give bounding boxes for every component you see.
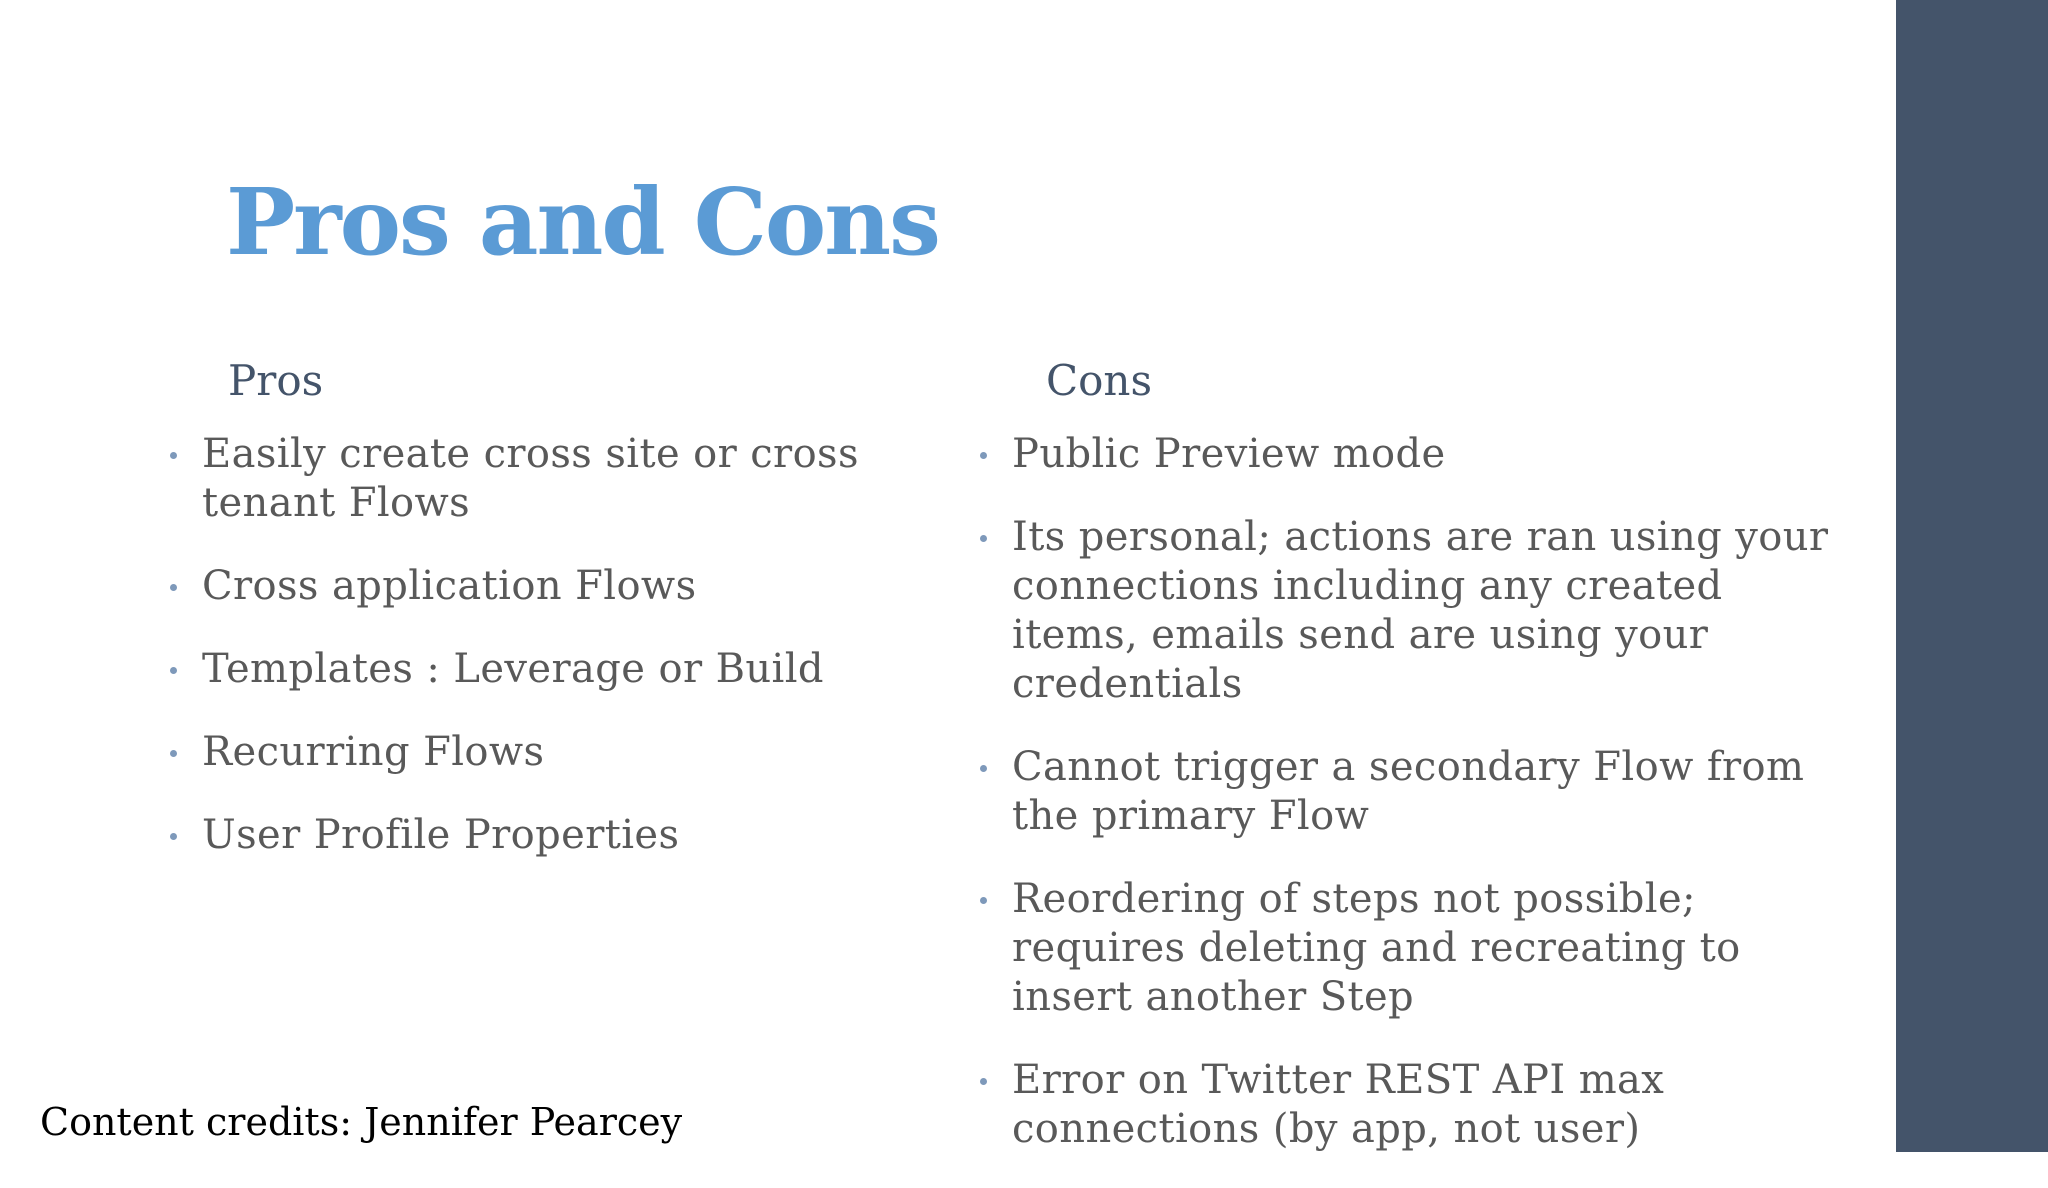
bullet-dot-icon [980,1078,987,1085]
bullet-dot-icon [170,452,177,459]
cons-item-text: Error on Twitter REST API max connections (by app, not user) [1012,1057,1665,1152]
cons-list-item [980,743,1860,841]
pros-item-text: Cross application Flows [202,563,697,609]
cons-list-item [980,1056,1860,1154]
cons-item-text: Reordering of steps not possible; requires deleting and recreating to insert another Step [1012,876,1741,1020]
bullet-dot-icon [980,765,987,772]
bullet-dot-icon [170,667,177,674]
cons-item-text: Cannot trigger a secondary Flow from the primary Flow [1012,744,1805,839]
cons-list-item [980,875,1860,1022]
bullet-dot-icon [170,584,177,591]
bullet-dot-icon [170,833,177,840]
cons-list-item [980,513,1860,709]
bullet-dot-icon [980,897,987,904]
pros-item-text: Recurring Flows [202,729,545,775]
pros-heading: Pros [228,356,324,405]
cons-item-text: Its personal; actions are ran using your connections including any created items, emails send are using your credentials [1012,514,1829,707]
cons-list [980,430,1860,1188]
pros-list [170,430,860,894]
cons-list-item [980,430,1860,479]
cons-item-text: Public Preview mode [1012,431,1446,477]
pros-list-item [170,430,860,528]
content-credits: Content credits: Jennifer Pearcey [40,1100,683,1144]
bullet-dot-icon [980,452,987,459]
pros-item-text: Templates : Leverage or Build [202,646,824,692]
pros-item-text: Easily create cross site or cross tenant Flows [202,431,859,526]
bullet-dot-icon [980,535,987,542]
pros-list-item [170,728,860,777]
slide-title: Pros and Cons [226,168,939,276]
pros-item-text: User Profile Properties [202,812,680,858]
cons-heading: Cons [1046,356,1153,405]
pros-list-item [170,811,860,860]
bullet-dot-icon [170,750,177,757]
pros-list-item [170,645,860,694]
accent-side-bar [1896,0,2048,1152]
pros-list-item [170,562,860,611]
